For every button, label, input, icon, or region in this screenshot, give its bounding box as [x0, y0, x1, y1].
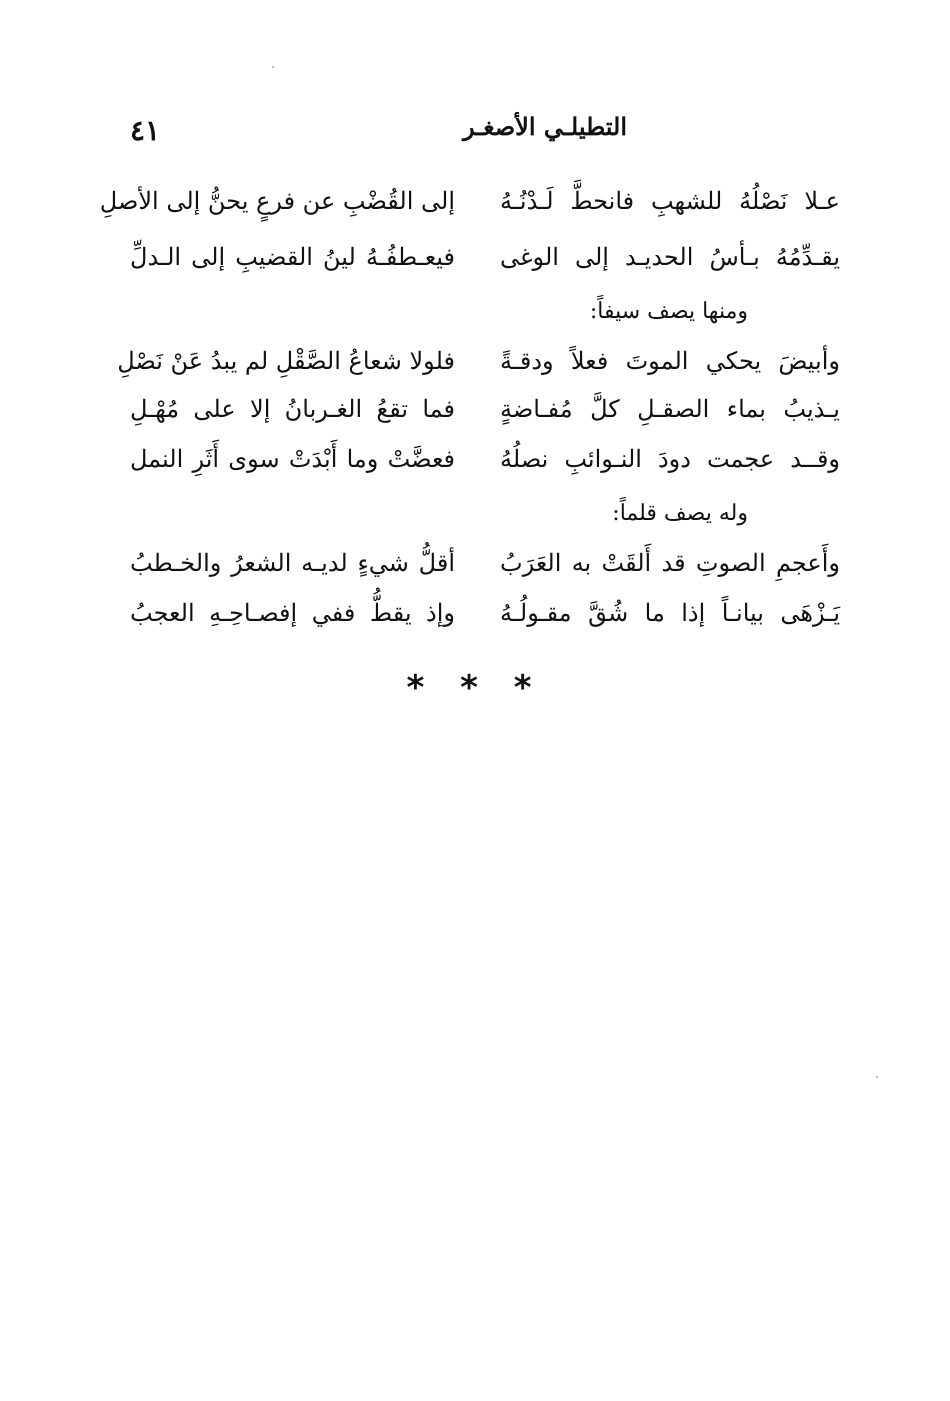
section-separator: * * *	[406, 668, 544, 708]
verse-line	[130, 590, 840, 636]
first-hemistich: وقــد عجمت دودَ النـوائبِ نصلُهُ	[500, 445, 840, 473]
first-hemistich: عـلا نَصْلُهُ للشهبِ فانحطَّ لَـدْنُـهُ	[500, 187, 840, 215]
first-hemistich: وأَعجمِ الصوتِ قد أَلقَتْ به العَرَبُ	[500, 549, 840, 577]
first-hemistich: يَـزْهَى بيانـاً إذا ما شُقَّ مقـولُـهُ	[500, 599, 840, 627]
verse-line	[130, 436, 840, 482]
paper-speck	[272, 66, 274, 68]
second-hemistich: وإذ يقطُّ ففي إفصـاحِـهِ العجبُ	[130, 599, 455, 627]
first-hemistich: يقـدِّمُهُ بـأسُ الحديـد إلى الوغى	[500, 243, 840, 271]
second-hemistich: فلولا شعاعُ الصَّقْلِ لم يبدُ عَنْ نَصْلِ	[117, 347, 455, 375]
verse-line	[117, 338, 840, 384]
second-hemistich: فعضَّتْ وما أَبْدَتْ سوى أَثَرِ النمل	[130, 445, 455, 473]
first-hemistich: وأبيضَ يحكي الموتَ فعلاً ودقـةً	[500, 347, 840, 375]
second-hemistich: إلى القُضْبِ عن فرعٍ يحنُّ إلى الأصلِ	[99, 187, 455, 215]
second-hemistich: أقلُّ شيءٍ لديـه الشعرُ والخـطبُ	[130, 549, 455, 577]
second-hemistich: فيعـطفُـهُ لينُ القضيبِ إلى الـدلِّ	[130, 243, 455, 271]
first-hemistich: يـذيبُ بماء الصقـلِ كلَّ مُفـاضةٍ	[500, 395, 840, 423]
verse-line	[130, 540, 840, 586]
verse-line	[130, 386, 840, 432]
section-intro: ومنها يصف سيفاً:	[589, 299, 748, 324]
running-title: التطيلـي الأصغـر	[462, 112, 628, 141]
paper-speck	[876, 1076, 878, 1078]
page-header	[130, 112, 840, 156]
verse-line	[130, 234, 840, 280]
page-number: ٤١	[130, 114, 161, 147]
second-hemistich: فما تقعُ الغـربانُ إلا على مُهْـلِ	[130, 395, 455, 423]
section-intro: وله يصف قلماً:	[612, 501, 748, 526]
verse-line	[99, 178, 840, 224]
